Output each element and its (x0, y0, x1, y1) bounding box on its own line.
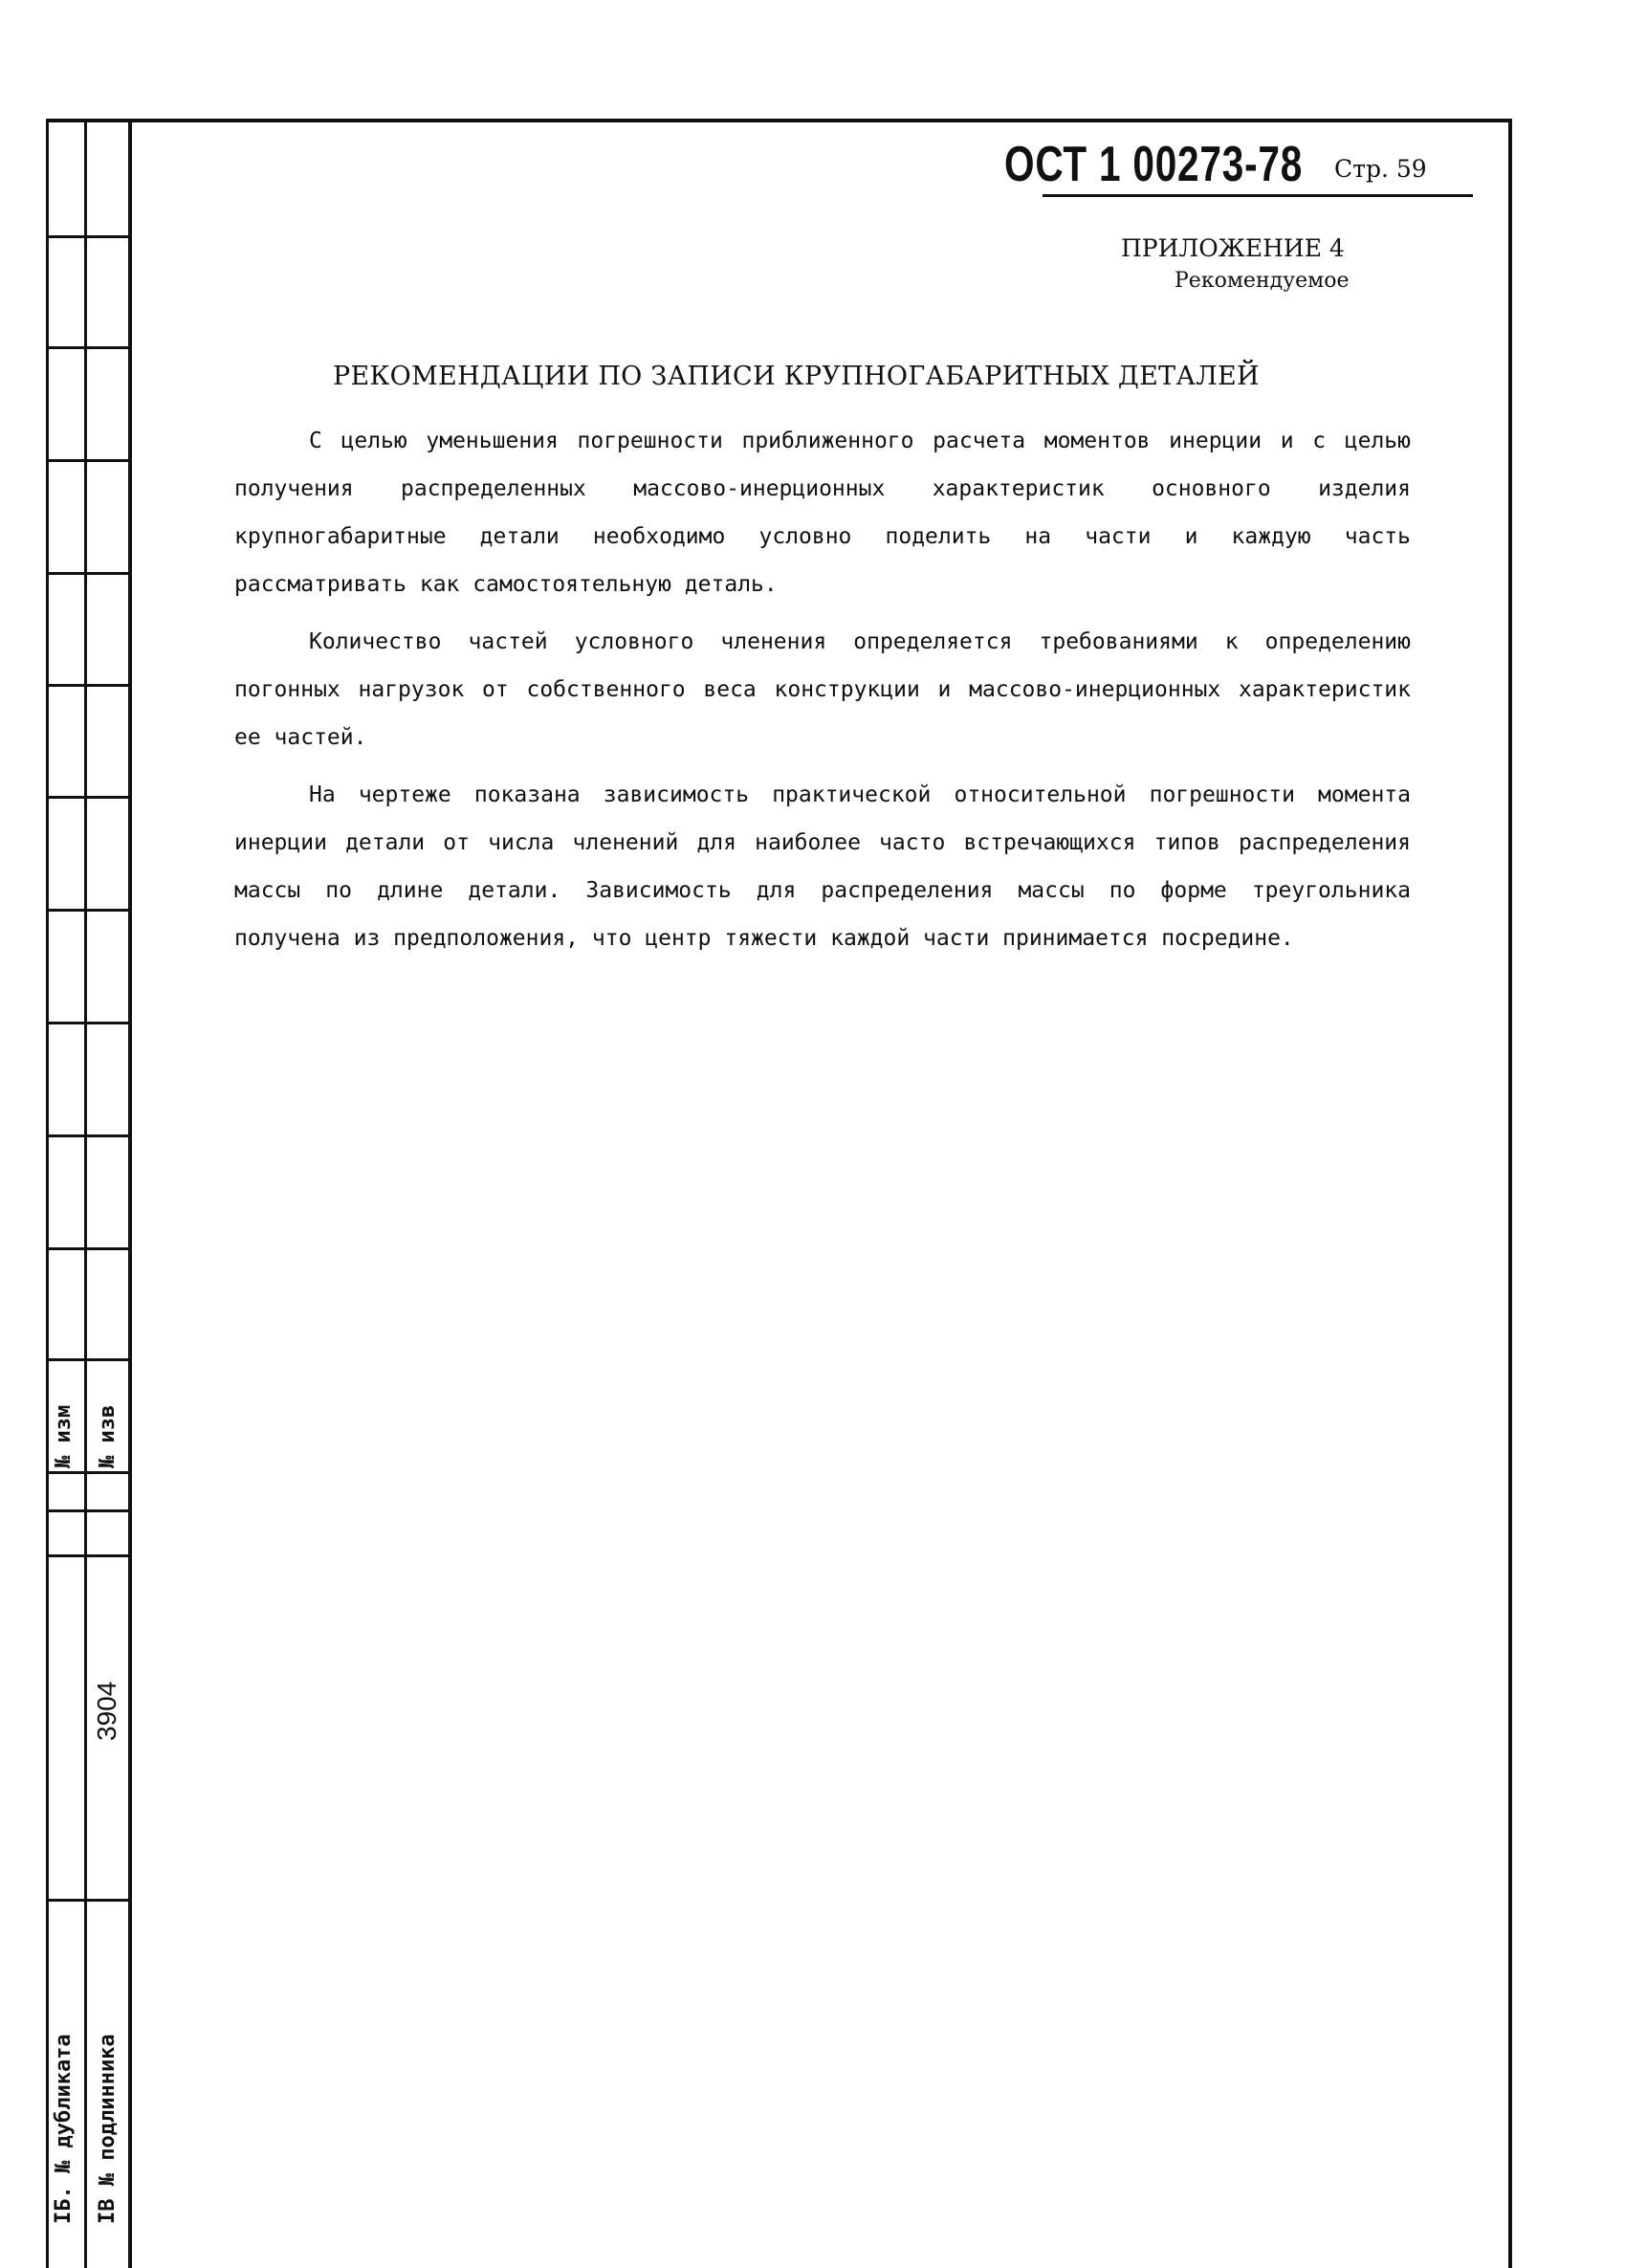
margin-label-no-izv: № изв (96, 1404, 120, 1468)
document-code: ОСТ 1 00273-78 (1004, 137, 1304, 192)
margin-tick (46, 684, 130, 687)
margin-tick (46, 1899, 130, 1902)
section-title: РЕКОМЕНДАЦИИ ПО ЗАПИСИ КРУПНОГАБАРИТНЫХ ДЕТАЛЕЙ (333, 362, 1260, 391)
inventory-number: 3904 (92, 1681, 121, 1741)
margin-tick (46, 1509, 130, 1512)
margin-tick (46, 459, 130, 462)
margin-column-line (46, 119, 49, 2268)
margin-label-original: ІВ № подлинника (96, 2034, 120, 2224)
margin-tick (46, 796, 130, 799)
margin-tick (46, 572, 130, 575)
margin-tick (46, 346, 130, 349)
frame-left-border (128, 119, 132, 2268)
margin-column-line (84, 119, 87, 2268)
frame-right-border (1508, 119, 1512, 2268)
margin-label-no-izm: № изм (52, 1404, 76, 1468)
margin-label-duplicate: ІБ. № дубликата (52, 2034, 76, 2224)
margin-tick (46, 1471, 130, 1474)
margin-tick (46, 1134, 130, 1137)
appendix-title: ПРИЛОЖЕНИЕ 4 (1121, 234, 1345, 262)
margin-tick (46, 1022, 130, 1024)
appendix-subtitle: Рекомендуемое (1175, 269, 1350, 293)
margin-tick (46, 909, 130, 912)
margin-tick (46, 235, 130, 238)
paragraph: На чертеже показана зависимость практической относительной погрешности момента инерции детали от числа членений для наиболее часто встречающихся типов распределения массы по длине детали. Зависимость для распределения массы по форме треугольника получена из предположения, что центр тяжести каждой части принимается посредине. (234, 782, 1411, 951)
margin-tick (46, 1247, 130, 1250)
header-underline (1043, 194, 1473, 197)
paragraph: С целью уменьшения погрешности приближенного расчета моментов инерции и с целью получения распределенных массово-инерционных характеристик основного изделия крупногабаритные детали необходимо условно поделить на части и каждую часть рассматривать как самостоятельную деталь. (234, 429, 1411, 597)
frame-top-border (46, 119, 1511, 122)
margin-tick (46, 1554, 130, 1557)
paragraph: Количество частей условного членения определяется требованиями к определению погонных нагрузок от собственного веса конструкции и массово-инерционных характеристик ее частей. (234, 629, 1411, 750)
margin-tick (46, 1358, 130, 1361)
body-text (234, 417, 1411, 972)
page-number: Стр. 59 (1334, 155, 1427, 183)
